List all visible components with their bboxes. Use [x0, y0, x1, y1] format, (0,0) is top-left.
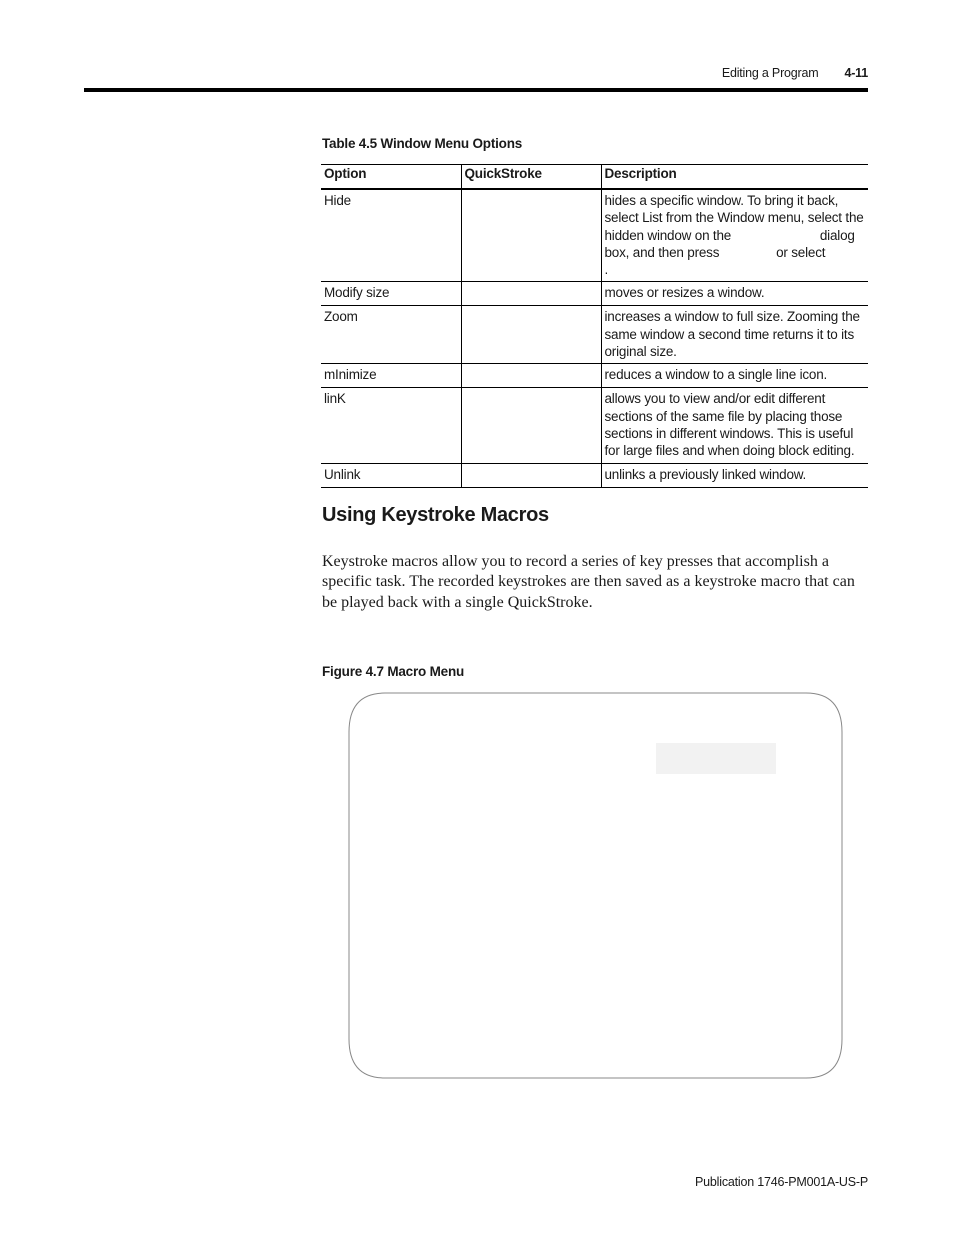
description-cell: increases a window to full size. Zooming the same window a second time returns it to its original size. — [601, 306, 868, 364]
description-cell: hides a specific window. To bring it back, select List from the Window menu, select the hidden window on the dialog box, and then press or select . — [601, 189, 868, 282]
window-menu-options-table — [321, 164, 883, 488]
page-number: 4-11 — [844, 66, 868, 80]
running-header — [722, 66, 868, 80]
quickstroke-cell — [461, 463, 601, 487]
header-rule — [84, 88, 868, 92]
description-cell: unlinks a previously linked window. — [601, 463, 868, 487]
option-cell: Unlink — [321, 463, 461, 487]
section-heading: Using Keystroke Macros — [322, 504, 549, 526]
description-cell: reduces a window to a single line icon. — [601, 364, 868, 388]
option-cell: linK — [321, 388, 461, 463]
section-title: Editing a Program — [721, 66, 819, 80]
menu-highlight-bar — [656, 743, 776, 774]
column-header-option: Option — [321, 165, 461, 190]
table-row — [321, 463, 868, 487]
quickstroke-cell — [461, 306, 601, 364]
table-row — [321, 282, 868, 306]
table-row — [321, 306, 868, 364]
quickstroke-cell — [461, 364, 601, 388]
option-cell: Hide — [321, 189, 461, 282]
quickstroke-cell — [461, 189, 601, 282]
publication-footer: Publication 1746-PM001A-US-P — [695, 1175, 868, 1189]
description-cell: allows you to view and/or edit different sections of the same file by placing those sections in different windows. This is useful for large files and when doing block editing. — [601, 388, 868, 463]
figure-caption: Figure 4.7 Macro Menu — [322, 664, 465, 679]
quickstroke-cell — [461, 282, 601, 306]
column-header-quickstroke: QuickStroke — [461, 165, 601, 190]
intro-paragraph: Keystroke macros allow you to record a series of key presses that accomplish a specific task. The recorded keystrokes are then saved as a keystroke macro that can be played back with a single QuickStroke. — [322, 553, 855, 611]
description-cell: moves or resizes a window. — [601, 282, 868, 306]
column-header-description: Description — [601, 165, 868, 190]
option-cell: mInimize — [321, 364, 461, 388]
option-cell: Zoom — [321, 306, 461, 364]
table-row — [321, 364, 868, 388]
table-row — [321, 189, 868, 282]
table-caption: Table 4.5 Window Menu Options — [322, 136, 523, 151]
table-header-row — [321, 165, 868, 190]
table-row — [321, 388, 868, 463]
option-cell: Modify size — [321, 282, 461, 306]
quickstroke-cell — [461, 388, 601, 463]
